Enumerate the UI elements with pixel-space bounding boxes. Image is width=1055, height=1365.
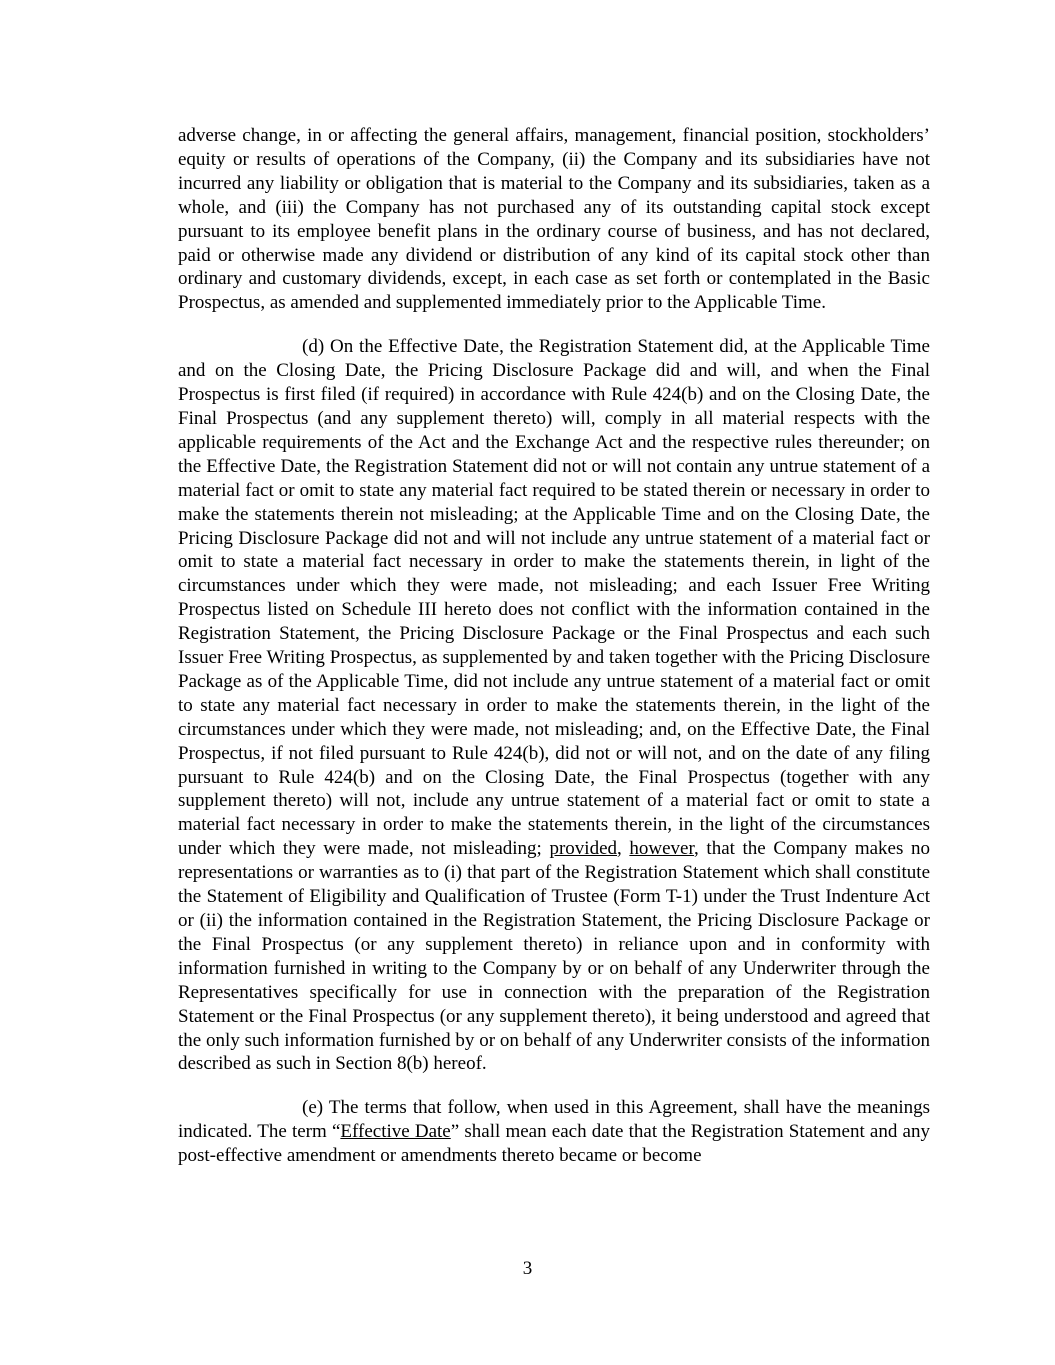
comma-separator: , [617, 838, 630, 860]
paragraph-c-continued: adverse change, in or affecting the general affairs, management, financial position, stockholders’ equity or results of operations of the Company, (ii) the Company and its subsidiaries have not incurred any liability or obligation that is material to the Company and its subsidiaries, taken as a whole, and (iii) the Company has not purchased any of its outstanding capital stock except pursuant to its employee benefit plans in the ordinary course of business, and has not declared, paid or otherwise made any dividend or distribution of any kind of its capital stock other than ordinary and customary dividends, except, in each case as set forth or contemplated in the Basic Prospectus, as amended and supplemented immediately prior to the Applicable Time. [178, 125, 930, 314]
effective-date-term: Effective Date [340, 1121, 451, 1143]
paragraph-e-text-continued: ” shall mean each date that the Registration Statement and any post-effective amendment or amendments thereto became or become [178, 1121, 930, 1167]
paragraph-d-text: (d) On the Effective Date, the Registration Statement did, at the Applicable Time and on the Closing Date, the Pricing Disclosure Package did and will, and when the Final Prospectus is first filed (if required) in accordance with Rule 424(b) and on the Closing Date, the Final Prospectus (and any supplement thereto) will, comply in all material respects with the applicable requirements of the Act and the Exchange Act and the respective rules thereunder; on the Effective Date, the Registration Statement did not or will not contain any untrue statement of a material fact or omit to state any material fact required to be stated therein or necessary in order to make the statements therein not misleading; at the Applicable Time and on the Closing Date, the Pricing Disclosure Package did not and will not include any untrue statement of a material fact or omit to state a material fact necessary in order to make the statements therein, in light of the circumstances under which they were made, not misleading; and each Issuer Free Writing Prospectus listed on Schedule III hereto does not conflict with the information contained in the Registration Statement, the Pricing Disclosure Package or the Final Prospectus and each such Issuer Free Writing Prospectus, as supplemented by and taken together with the Pricing Disclosure Package as of the Applicable Time, did not include any untrue statement of a material fact or omit to state any material fact necessary in order to make the statements therein, in the light of the circumstances under which they were made, not misleading; and, on the Effective Date, the Final Prospectus, if not filed pursuant to Rule 424(b), did not or will not, and on the date of any filing pursuant to Rule 424(b) and on the Closing Date, the Final Prospectus (together with any supplement thereto) will not, include any untrue statement of a material fact or omit to state a material fact necessary in order to make the statements therein, in the light of the circumstances under which they were made, not misleading; [178, 336, 930, 860]
provided-term: provided [549, 838, 618, 860]
paragraph-e-text: (e) The terms that follow, when used in this Agreement, shall have the meanings indicated. The term “ [178, 1097, 930, 1143]
page-number: 3 [522, 1258, 533, 1279]
however-term: however [629, 838, 695, 860]
paragraph-d-text-continued: , that the Company makes no representations or warranties as to (i) that part of the Registration Statement which shall constitute the Statement of Eligibility and Qualification of Trustee (Form T-1) under the Trust Indenture Act or (ii) the information contained in the Registration Statement, the Pricing Disclosure Package or the Final Prospectus (or any supplement thereto) in reliance upon and in conformity with information furnished in writing to the Company by or on behalf of any Underwriter through the Representatives specifically for use in connection with the preparation of the Registration Statement or the Final Prospectus (or any supplement thereto), it being understood and agreed that the only such information furnished by or on behalf of any Underwriter consists of the information described as such in Section 8(b) hereof. [178, 838, 931, 1075]
document-body [178, 124, 930, 1168]
paragraph-e [178, 1096, 930, 1168]
paragraph-d [178, 335, 930, 1076]
